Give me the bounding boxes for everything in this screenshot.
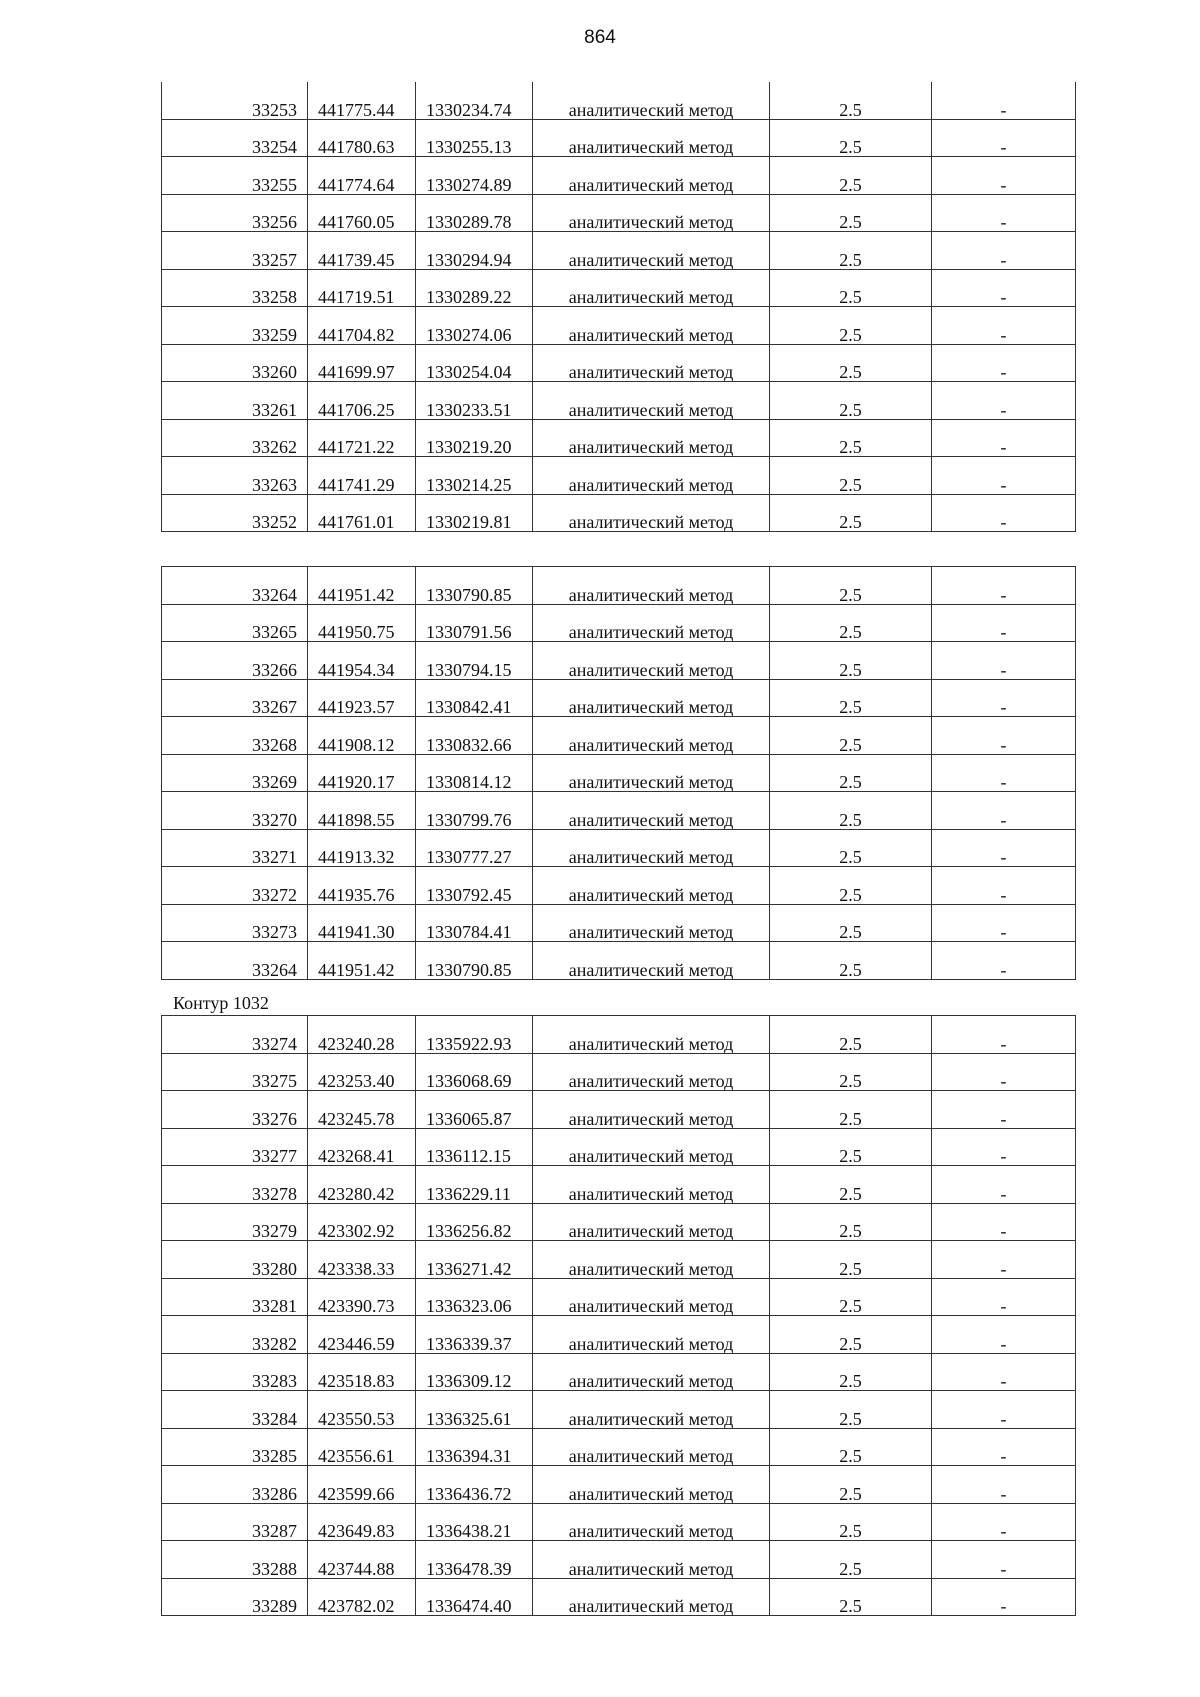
determination-method-cell: аналитический метод bbox=[533, 269, 770, 307]
point-number-cell: 33264 bbox=[162, 567, 308, 605]
determination-method-cell: аналитический метод bbox=[533, 307, 770, 345]
accuracy-cell: 2.5 bbox=[770, 1578, 932, 1616]
table-row bbox=[162, 604, 1076, 642]
table-row bbox=[162, 269, 1076, 307]
y-coordinate-cell: 1330219.20 bbox=[416, 419, 533, 457]
note-cell: - bbox=[932, 1316, 1076, 1354]
accuracy-cell: 2.5 bbox=[770, 1241, 932, 1279]
x-coordinate-cell: 423518.83 bbox=[308, 1353, 416, 1391]
note-cell: - bbox=[932, 1203, 1076, 1241]
y-coordinate-cell: 1336436.72 bbox=[416, 1466, 533, 1504]
y-coordinate-cell: 1330792.45 bbox=[416, 867, 533, 905]
determination-method-cell: аналитический метод bbox=[533, 717, 770, 755]
table-row bbox=[162, 1428, 1076, 1466]
note-cell: - bbox=[932, 1091, 1076, 1129]
determination-method-cell: аналитический метод bbox=[533, 1166, 770, 1204]
note-cell: - bbox=[932, 1278, 1076, 1316]
accuracy-cell: 2.5 bbox=[770, 344, 932, 382]
point-number-cell: 33272 bbox=[162, 867, 308, 905]
note-cell: - bbox=[932, 867, 1076, 905]
x-coordinate-cell: 441954.34 bbox=[308, 642, 416, 680]
point-number-cell: 33279 bbox=[162, 1203, 308, 1241]
accuracy-cell: 2.5 bbox=[770, 1091, 932, 1129]
note-cell: - bbox=[932, 1503, 1076, 1541]
point-number-cell: 33282 bbox=[162, 1316, 308, 1354]
point-number-cell: 33261 bbox=[162, 382, 308, 420]
y-coordinate-cell: 1330289.78 bbox=[416, 194, 533, 232]
determination-method-cell: аналитический метод bbox=[533, 1316, 770, 1354]
determination-method-cell: аналитический метод bbox=[533, 1091, 770, 1129]
point-number-cell: 33281 bbox=[162, 1278, 308, 1316]
point-number-cell: 33253 bbox=[162, 82, 308, 119]
accuracy-cell: 2.5 bbox=[770, 1203, 932, 1241]
accuracy-cell: 2.5 bbox=[770, 717, 932, 755]
point-number-cell: 33287 bbox=[162, 1503, 308, 1541]
accuracy-cell: 2.5 bbox=[770, 232, 932, 270]
point-number-cell: 33283 bbox=[162, 1353, 308, 1391]
point-number-cell: 33277 bbox=[162, 1128, 308, 1166]
point-number-cell: 33285 bbox=[162, 1428, 308, 1466]
table-row bbox=[162, 679, 1076, 717]
y-coordinate-cell: 1336271.42 bbox=[416, 1241, 533, 1279]
coordinates-table-1 bbox=[161, 82, 1076, 532]
table-row bbox=[162, 717, 1076, 755]
note-cell: - bbox=[932, 494, 1076, 532]
accuracy-cell: 2.5 bbox=[770, 269, 932, 307]
y-coordinate-cell: 1336309.12 bbox=[416, 1353, 533, 1391]
y-coordinate-cell: 1330790.85 bbox=[416, 567, 533, 605]
accuracy-cell: 2.5 bbox=[770, 1428, 932, 1466]
coordinates-table-2 bbox=[161, 566, 1076, 980]
point-number-cell: 33276 bbox=[162, 1091, 308, 1129]
table-row bbox=[162, 157, 1076, 195]
point-number-cell: 33264 bbox=[162, 942, 308, 980]
note-cell: - bbox=[932, 1128, 1076, 1166]
accuracy-cell: 2.5 bbox=[770, 382, 932, 420]
determination-method-cell: аналитический метод bbox=[533, 1016, 770, 1054]
x-coordinate-cell: 441739.45 bbox=[308, 232, 416, 270]
y-coordinate-cell: 1330799.76 bbox=[416, 792, 533, 830]
x-coordinate-cell: 441760.05 bbox=[308, 194, 416, 232]
x-coordinate-cell: 423253.40 bbox=[308, 1053, 416, 1091]
x-coordinate-cell: 441941.30 bbox=[308, 904, 416, 942]
y-coordinate-cell: 1336325.61 bbox=[416, 1391, 533, 1429]
x-coordinate-cell: 441775.44 bbox=[308, 82, 416, 119]
determination-method-cell: аналитический метод bbox=[533, 494, 770, 532]
determination-method-cell: аналитический метод bbox=[533, 642, 770, 680]
table-row bbox=[162, 1278, 1076, 1316]
point-number-cell: 33266 bbox=[162, 642, 308, 680]
x-coordinate-cell: 441719.51 bbox=[308, 269, 416, 307]
x-coordinate-cell: 441935.76 bbox=[308, 867, 416, 905]
accuracy-cell: 2.5 bbox=[770, 942, 932, 980]
x-coordinate-cell: 441761.01 bbox=[308, 494, 416, 532]
note-cell: - bbox=[932, 754, 1076, 792]
x-coordinate-cell: 441951.42 bbox=[308, 942, 416, 980]
note-cell: - bbox=[932, 792, 1076, 830]
determination-method-cell: аналитический метод bbox=[533, 344, 770, 382]
x-coordinate-cell: 441741.29 bbox=[308, 457, 416, 495]
accuracy-cell: 2.5 bbox=[770, 1391, 932, 1429]
determination-method-cell: аналитический метод bbox=[533, 792, 770, 830]
x-coordinate-cell: 441704.82 bbox=[308, 307, 416, 345]
y-coordinate-cell: 1330794.15 bbox=[416, 642, 533, 680]
table-row bbox=[162, 194, 1076, 232]
determination-method-cell: аналитический метод bbox=[533, 382, 770, 420]
table-row bbox=[162, 382, 1076, 420]
accuracy-cell: 2.5 bbox=[770, 1278, 932, 1316]
y-coordinate-cell: 1330214.25 bbox=[416, 457, 533, 495]
x-coordinate-cell: 423302.92 bbox=[308, 1203, 416, 1241]
table-row bbox=[162, 1391, 1076, 1429]
point-number-cell: 33284 bbox=[162, 1391, 308, 1429]
determination-method-cell: аналитический метод bbox=[533, 942, 770, 980]
point-number-cell: 33263 bbox=[162, 457, 308, 495]
accuracy-cell: 2.5 bbox=[770, 1316, 932, 1354]
table-row bbox=[162, 307, 1076, 345]
x-coordinate-cell: 441721.22 bbox=[308, 419, 416, 457]
point-number-cell: 33269 bbox=[162, 754, 308, 792]
y-coordinate-cell: 1335922.93 bbox=[416, 1016, 533, 1054]
x-coordinate-cell: 441923.57 bbox=[308, 679, 416, 717]
point-number-cell: 33252 bbox=[162, 494, 308, 532]
y-coordinate-cell: 1336474.40 bbox=[416, 1578, 533, 1616]
x-coordinate-cell: 423390.73 bbox=[308, 1278, 416, 1316]
point-number-cell: 33254 bbox=[162, 119, 308, 157]
note-cell: - bbox=[932, 1428, 1076, 1466]
point-number-cell: 33278 bbox=[162, 1166, 308, 1204]
note-cell: - bbox=[932, 194, 1076, 232]
y-coordinate-cell: 1330255.13 bbox=[416, 119, 533, 157]
accuracy-cell: 2.5 bbox=[770, 1466, 932, 1504]
determination-method-cell: аналитический метод bbox=[533, 419, 770, 457]
determination-method-cell: аналитический метод bbox=[533, 904, 770, 942]
note-cell: - bbox=[932, 419, 1076, 457]
table-row bbox=[162, 119, 1076, 157]
table-row bbox=[162, 1466, 1076, 1504]
x-coordinate-cell: 441950.75 bbox=[308, 604, 416, 642]
y-coordinate-cell: 1330777.27 bbox=[416, 829, 533, 867]
determination-method-cell: аналитический метод bbox=[533, 867, 770, 905]
table-body bbox=[162, 82, 1076, 532]
accuracy-cell: 2.5 bbox=[770, 679, 932, 717]
note-cell: - bbox=[932, 1541, 1076, 1579]
note-cell: - bbox=[932, 82, 1076, 119]
note-cell: - bbox=[932, 567, 1076, 605]
determination-method-cell: аналитический метод bbox=[533, 194, 770, 232]
note-cell: - bbox=[932, 1016, 1076, 1054]
accuracy-cell: 2.5 bbox=[770, 307, 932, 345]
table-row bbox=[162, 457, 1076, 495]
accuracy-cell: 2.5 bbox=[770, 754, 932, 792]
coordinates-table-contour-1032 bbox=[161, 1015, 1076, 1616]
x-coordinate-cell: 441774.64 bbox=[308, 157, 416, 195]
determination-method-cell: аналитический метод bbox=[533, 1053, 770, 1091]
note-cell: - bbox=[932, 1053, 1076, 1091]
x-coordinate-cell: 423744.88 bbox=[308, 1541, 416, 1579]
point-number-cell: 33267 bbox=[162, 679, 308, 717]
point-number-cell: 33256 bbox=[162, 194, 308, 232]
point-number-cell: 33286 bbox=[162, 1466, 308, 1504]
point-number-cell: 33288 bbox=[162, 1541, 308, 1579]
table-row bbox=[162, 1541, 1076, 1579]
table-row bbox=[162, 792, 1076, 830]
x-coordinate-cell: 423280.42 bbox=[308, 1166, 416, 1204]
accuracy-cell: 2.5 bbox=[770, 1353, 932, 1391]
x-coordinate-cell: 423240.28 bbox=[308, 1016, 416, 1054]
note-cell: - bbox=[932, 1578, 1076, 1616]
x-coordinate-cell: 423245.78 bbox=[308, 1091, 416, 1129]
accuracy-cell: 2.5 bbox=[770, 194, 932, 232]
accuracy-cell: 2.5 bbox=[770, 567, 932, 605]
note-cell: - bbox=[932, 232, 1076, 270]
table-row bbox=[162, 1091, 1076, 1129]
table-row bbox=[162, 419, 1076, 457]
y-coordinate-cell: 1330832.66 bbox=[416, 717, 533, 755]
note-cell: - bbox=[932, 1241, 1076, 1279]
accuracy-cell: 2.5 bbox=[770, 867, 932, 905]
note-cell: - bbox=[932, 269, 1076, 307]
note-cell: - bbox=[932, 457, 1076, 495]
x-coordinate-cell: 423446.59 bbox=[308, 1316, 416, 1354]
table-row bbox=[162, 1503, 1076, 1541]
y-coordinate-cell: 1336394.31 bbox=[416, 1428, 533, 1466]
point-number-cell: 33268 bbox=[162, 717, 308, 755]
x-coordinate-cell: 423550.53 bbox=[308, 1391, 416, 1429]
y-coordinate-cell: 1336065.87 bbox=[416, 1091, 533, 1129]
table-row bbox=[162, 1578, 1076, 1616]
x-coordinate-cell: 423649.83 bbox=[308, 1503, 416, 1541]
table-body bbox=[162, 1016, 1076, 1616]
table-row bbox=[162, 829, 1076, 867]
y-coordinate-cell: 1336068.69 bbox=[416, 1053, 533, 1091]
determination-method-cell: аналитический метод bbox=[533, 1278, 770, 1316]
determination-method-cell: аналитический метод bbox=[533, 1128, 770, 1166]
x-coordinate-cell: 441706.25 bbox=[308, 382, 416, 420]
determination-method-cell: аналитический метод bbox=[533, 1353, 770, 1391]
y-coordinate-cell: 1330790.85 bbox=[416, 942, 533, 980]
contour-label: Контур 1032 bbox=[173, 993, 269, 1013]
point-number-cell: 33280 bbox=[162, 1241, 308, 1279]
determination-method-cell: аналитический метод bbox=[533, 604, 770, 642]
y-coordinate-cell: 1336229.11 bbox=[416, 1166, 533, 1204]
page-number: 864 bbox=[584, 27, 616, 48]
table-row bbox=[162, 232, 1076, 270]
y-coordinate-cell: 1330234.74 bbox=[416, 82, 533, 119]
x-coordinate-cell: 441908.12 bbox=[308, 717, 416, 755]
determination-method-cell: аналитический метод bbox=[533, 119, 770, 157]
x-coordinate-cell: 423268.41 bbox=[308, 1128, 416, 1166]
note-cell: - bbox=[932, 382, 1076, 420]
point-number-cell: 33255 bbox=[162, 157, 308, 195]
point-number-cell: 33273 bbox=[162, 904, 308, 942]
note-cell: - bbox=[932, 1391, 1076, 1429]
determination-method-cell: аналитический метод bbox=[533, 1503, 770, 1541]
accuracy-cell: 2.5 bbox=[770, 419, 932, 457]
note-cell: - bbox=[932, 717, 1076, 755]
x-coordinate-cell: 441913.32 bbox=[308, 829, 416, 867]
y-coordinate-cell: 1330219.81 bbox=[416, 494, 533, 532]
note-cell: - bbox=[932, 679, 1076, 717]
y-coordinate-cell: 1330289.22 bbox=[416, 269, 533, 307]
determination-method-cell: аналитический метод bbox=[533, 679, 770, 717]
y-coordinate-cell: 1330791.56 bbox=[416, 604, 533, 642]
determination-method-cell: аналитический метод bbox=[533, 82, 770, 119]
note-cell: - bbox=[932, 1466, 1076, 1504]
accuracy-cell: 2.5 bbox=[770, 82, 932, 119]
note-cell: - bbox=[932, 604, 1076, 642]
determination-method-cell: аналитический метод bbox=[533, 567, 770, 605]
table-row bbox=[162, 867, 1076, 905]
point-number-cell: 33271 bbox=[162, 829, 308, 867]
accuracy-cell: 2.5 bbox=[770, 829, 932, 867]
table-row bbox=[162, 1166, 1076, 1204]
accuracy-cell: 2.5 bbox=[770, 1053, 932, 1091]
x-coordinate-cell: 441780.63 bbox=[308, 119, 416, 157]
x-coordinate-cell: 423338.33 bbox=[308, 1241, 416, 1279]
accuracy-cell: 2.5 bbox=[770, 457, 932, 495]
point-number-cell: 33270 bbox=[162, 792, 308, 830]
table-row bbox=[162, 1241, 1076, 1279]
x-coordinate-cell: 423599.66 bbox=[308, 1466, 416, 1504]
determination-method-cell: аналитический метод bbox=[533, 232, 770, 270]
table-row bbox=[162, 1016, 1076, 1054]
point-number-cell: 33289 bbox=[162, 1578, 308, 1616]
y-coordinate-cell: 1336256.82 bbox=[416, 1203, 533, 1241]
y-coordinate-cell: 1336112.15 bbox=[416, 1128, 533, 1166]
table-row bbox=[162, 1053, 1076, 1091]
determination-method-cell: аналитический метод bbox=[533, 1466, 770, 1504]
accuracy-cell: 2.5 bbox=[770, 642, 932, 680]
note-cell: - bbox=[932, 157, 1076, 195]
y-coordinate-cell: 1330254.04 bbox=[416, 344, 533, 382]
table-row bbox=[162, 494, 1076, 532]
accuracy-cell: 2.5 bbox=[770, 494, 932, 532]
determination-method-cell: аналитический метод bbox=[533, 157, 770, 195]
y-coordinate-cell: 1330294.94 bbox=[416, 232, 533, 270]
determination-method-cell: аналитический метод bbox=[533, 1578, 770, 1616]
note-cell: - bbox=[932, 942, 1076, 980]
note-cell: - bbox=[932, 344, 1076, 382]
accuracy-cell: 2.5 bbox=[770, 157, 932, 195]
table-row bbox=[162, 1316, 1076, 1354]
table-row bbox=[162, 904, 1076, 942]
x-coordinate-cell: 423556.61 bbox=[308, 1428, 416, 1466]
accuracy-cell: 2.5 bbox=[770, 904, 932, 942]
x-coordinate-cell: 441699.97 bbox=[308, 344, 416, 382]
accuracy-cell: 2.5 bbox=[770, 1016, 932, 1054]
y-coordinate-cell: 1336323.06 bbox=[416, 1278, 533, 1316]
note-cell: - bbox=[932, 1166, 1076, 1204]
x-coordinate-cell: 441920.17 bbox=[308, 754, 416, 792]
x-coordinate-cell: 441898.55 bbox=[308, 792, 416, 830]
table-row bbox=[162, 82, 1076, 119]
table-row bbox=[162, 642, 1076, 680]
x-coordinate-cell: 423782.02 bbox=[308, 1578, 416, 1616]
point-number-cell: 33260 bbox=[162, 344, 308, 382]
determination-method-cell: аналитический метод bbox=[533, 1203, 770, 1241]
determination-method-cell: аналитический метод bbox=[533, 1428, 770, 1466]
y-coordinate-cell: 1330274.06 bbox=[416, 307, 533, 345]
table-row bbox=[162, 567, 1076, 605]
x-coordinate-cell: 441951.42 bbox=[308, 567, 416, 605]
accuracy-cell: 2.5 bbox=[770, 1503, 932, 1541]
determination-method-cell: аналитический метод bbox=[533, 754, 770, 792]
point-number-cell: 33265 bbox=[162, 604, 308, 642]
determination-method-cell: аналитический метод bbox=[533, 829, 770, 867]
note-cell: - bbox=[932, 904, 1076, 942]
note-cell: - bbox=[932, 642, 1076, 680]
note-cell: - bbox=[932, 119, 1076, 157]
table-row bbox=[162, 1353, 1076, 1391]
point-number-cell: 33274 bbox=[162, 1016, 308, 1054]
table-row bbox=[162, 754, 1076, 792]
point-number-cell: 33258 bbox=[162, 269, 308, 307]
note-cell: - bbox=[932, 1353, 1076, 1391]
point-number-cell: 33257 bbox=[162, 232, 308, 270]
determination-method-cell: аналитический метод bbox=[533, 1541, 770, 1579]
point-number-cell: 33275 bbox=[162, 1053, 308, 1091]
accuracy-cell: 2.5 bbox=[770, 1128, 932, 1166]
y-coordinate-cell: 1336438.21 bbox=[416, 1503, 533, 1541]
determination-method-cell: аналитический метод bbox=[533, 1241, 770, 1279]
accuracy-cell: 2.5 bbox=[770, 119, 932, 157]
note-cell: - bbox=[932, 307, 1076, 345]
accuracy-cell: 2.5 bbox=[770, 792, 932, 830]
determination-method-cell: аналитический метод bbox=[533, 457, 770, 495]
y-coordinate-cell: 1330274.89 bbox=[416, 157, 533, 195]
point-number-cell: 33262 bbox=[162, 419, 308, 457]
table-row bbox=[162, 1128, 1076, 1166]
determination-method-cell: аналитический метод bbox=[533, 1391, 770, 1429]
y-coordinate-cell: 1330233.51 bbox=[416, 382, 533, 420]
accuracy-cell: 2.5 bbox=[770, 604, 932, 642]
y-coordinate-cell: 1330784.41 bbox=[416, 904, 533, 942]
accuracy-cell: 2.5 bbox=[770, 1541, 932, 1579]
y-coordinate-cell: 1330814.12 bbox=[416, 754, 533, 792]
table-body bbox=[162, 567, 1076, 980]
note-cell: - bbox=[932, 829, 1076, 867]
table-row bbox=[162, 942, 1076, 980]
y-coordinate-cell: 1336478.39 bbox=[416, 1541, 533, 1579]
table-row bbox=[162, 1203, 1076, 1241]
table-row bbox=[162, 344, 1076, 382]
y-coordinate-cell: 1336339.37 bbox=[416, 1316, 533, 1354]
accuracy-cell: 2.5 bbox=[770, 1166, 932, 1204]
point-number-cell: 33259 bbox=[162, 307, 308, 345]
y-coordinate-cell: 1330842.41 bbox=[416, 679, 533, 717]
